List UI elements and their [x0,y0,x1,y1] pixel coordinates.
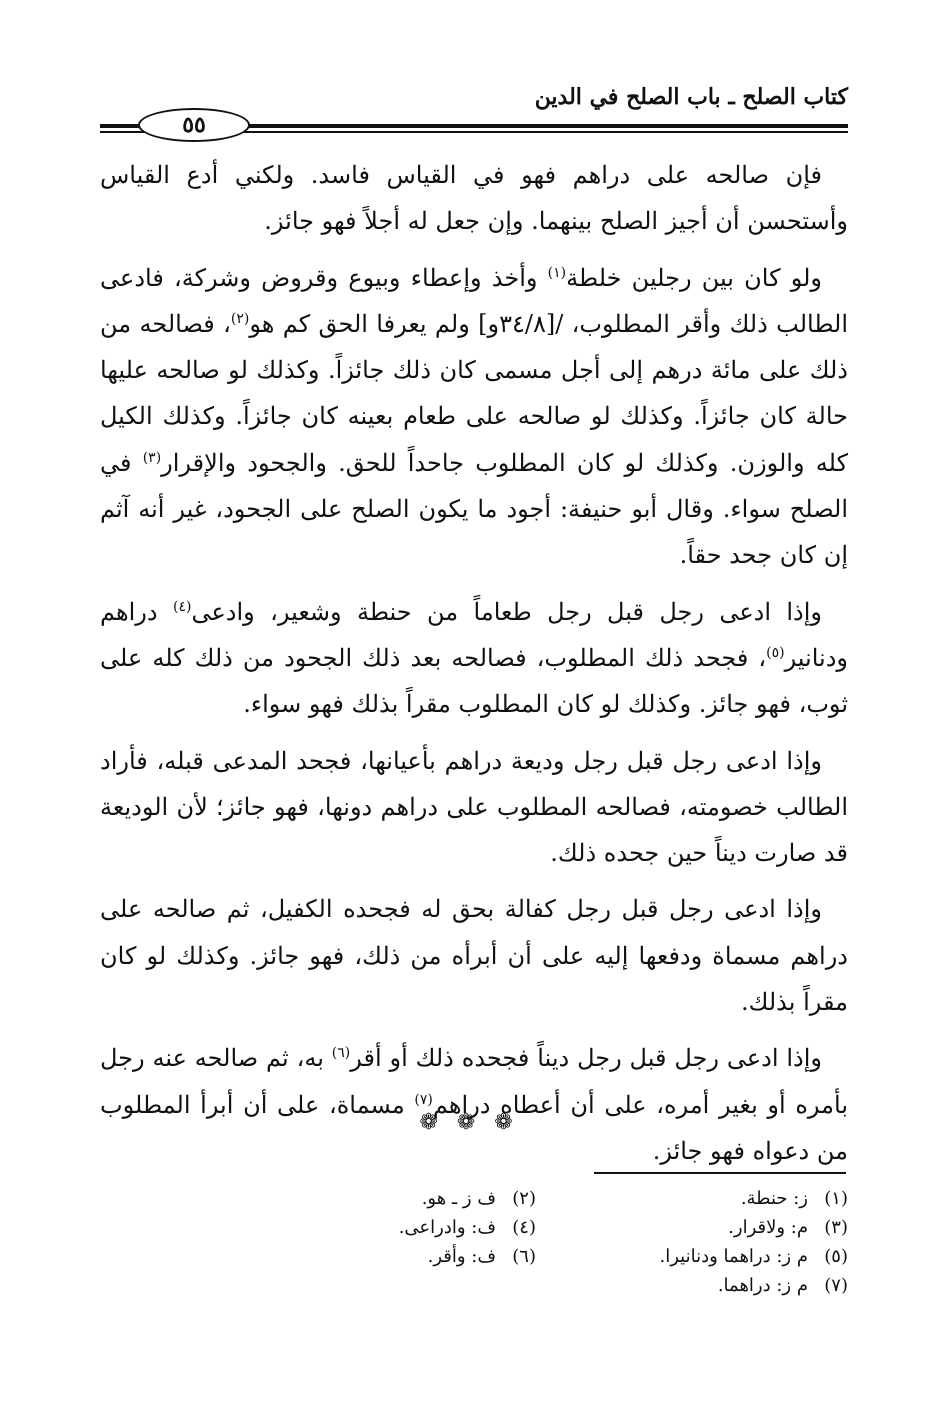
page-number: ٥٥ [182,112,206,138]
footnote-text: ف: وادراعى. [398,1217,496,1238]
paragraph [100,255,848,579]
footnote [536,1271,848,1300]
footnote-marker: (٦) [331,1045,351,1062]
paragraph-text: في الصلح سواء. وقال أبو حنيفة: أجود ما يكون الصلح على الجحود، غير أنه آثم إن كان جحد حقاً. [100,448,848,570]
page-header [100,82,848,142]
footnote-text: ز: حنطة. [740,1188,808,1209]
footnote-number: (٥) [824,1246,848,1267]
running-title: كتاب الصلح ـ باب الصلح في الدين [534,84,848,110]
footnote-marker: (١) [547,264,567,281]
footnote [536,1242,848,1271]
paragraph-text: مسماة، على أن أبرأ المطلوب من دعواه فهو جائز. [100,1090,848,1165]
footnote [280,1213,536,1242]
footnote-text: م ز: دراهما ودنانيرا. [659,1246,808,1267]
paragraph-text: وإذا ادعى رجل قبل رجل طعاماً من حنطة وشعير، وادعى [191,597,822,626]
footnote-number: (٦) [512,1246,536,1267]
paragraph-text: ، فصالحه من ذلك على مائة درهم إلى أجل مسمى كان ذلك جائزاً. وكذلك لو صالحه عليها حالة كان جائزاً. وكذلك لو صالحه على طعام بعينه كان جائزاً. وكذلك الكيل كله والوزن. وكذلك لو كان المطلوب جاحداً للحق. والجحود والإقرار [100,309,848,477]
footnote-number: (٢) [512,1188,536,1209]
paragraph-text: وإذا ادعى رجل قبل رجل كفالة بحق له فجحده الكفيل، ثم صالحه على دراهم مسماة ودفعها إليه على أن أبرأه من ذلك، فهو جائز. وكذلك لو كان مقراً بذلك. [100,895,848,1017]
footnote-marker: (٥) [766,644,785,661]
footnote-marker: (٢) [230,310,250,327]
paragraph-text: ولو كان بين رجلين خلطة [566,263,823,292]
footnote-number: (٣) [824,1217,848,1238]
section-separator: ❁ ❁ ❁ [419,1110,519,1135]
footnote [280,1184,536,1213]
paragraph [100,886,848,1025]
footnote-marker: (٧) [414,1091,433,1108]
paragraph-text: وإذا ادعى رجل قبل رجل ديناً فجحده ذلك أو أقر [350,1044,822,1073]
footnote-text: م: ولاقرار. [728,1217,808,1238]
paragraph [100,738,848,877]
footnote-number: (٧) [824,1275,848,1296]
footnote [280,1242,536,1271]
paragraph [100,589,848,728]
footnote [536,1184,848,1213]
paragraph-text: دراهم ودنانير [100,597,848,672]
footnote-marker: (٤) [172,598,192,615]
footnote [536,1213,848,1242]
paragraph-text: وإذا ادعى رجل قبل رجل وديعة دراهم بأعيانها، فجحد المدعى قبله، فأراد الطالب خصومته، فصالحه المطلوب على دراهم دونها، فهو جائز؛ لأن الوديعة قد صارت ديناً حين جحده ذلك. [100,746,848,868]
body-text [100,152,848,1184]
paragraph-text: وأخذ وإعطاء وبيوع وقروض وشركة، فادعى الطالب ذلك وأقر المطلوب، /[٣٤/٨و] ولم يعرفا الحق كم هو [100,263,848,338]
paragraph-text: ، فجحد ذلك المطلوب، فصالحه بعد ذلك الجحود من ذلك كله على ثوب، فهو جائز. وكذلك لو كان المطلوب مقراً بذلك فهو سواء. [100,643,848,719]
paragraph [100,1035,848,1174]
page-number-badge [138,108,250,142]
footnote-text: ف ز ـ هو. [421,1188,496,1209]
paragraph [100,152,848,245]
footnote-marker: (٣) [142,449,162,466]
paragraph-text: به، ثم صالحه عنه رجل بأمره أو بغير أمره، على أن أعطاه دراهم [100,1044,849,1119]
footnote-number: (١) [824,1188,848,1209]
footnote-rule [594,1172,846,1174]
footnote-number: (٤) [512,1217,536,1238]
footnote-text: ف: وأقر. [427,1246,496,1267]
footnote-text: م ز: دراهما. [717,1275,808,1296]
footnotes [280,1184,848,1300]
paragraph-text: فإن صالحه على دراهم فهو في القياس فاسد. ولكني أدع القياس وأستحسن أن أجيز الصلح بينهما. وإن جعل له أجلاً فهو جائز. [100,161,848,236]
